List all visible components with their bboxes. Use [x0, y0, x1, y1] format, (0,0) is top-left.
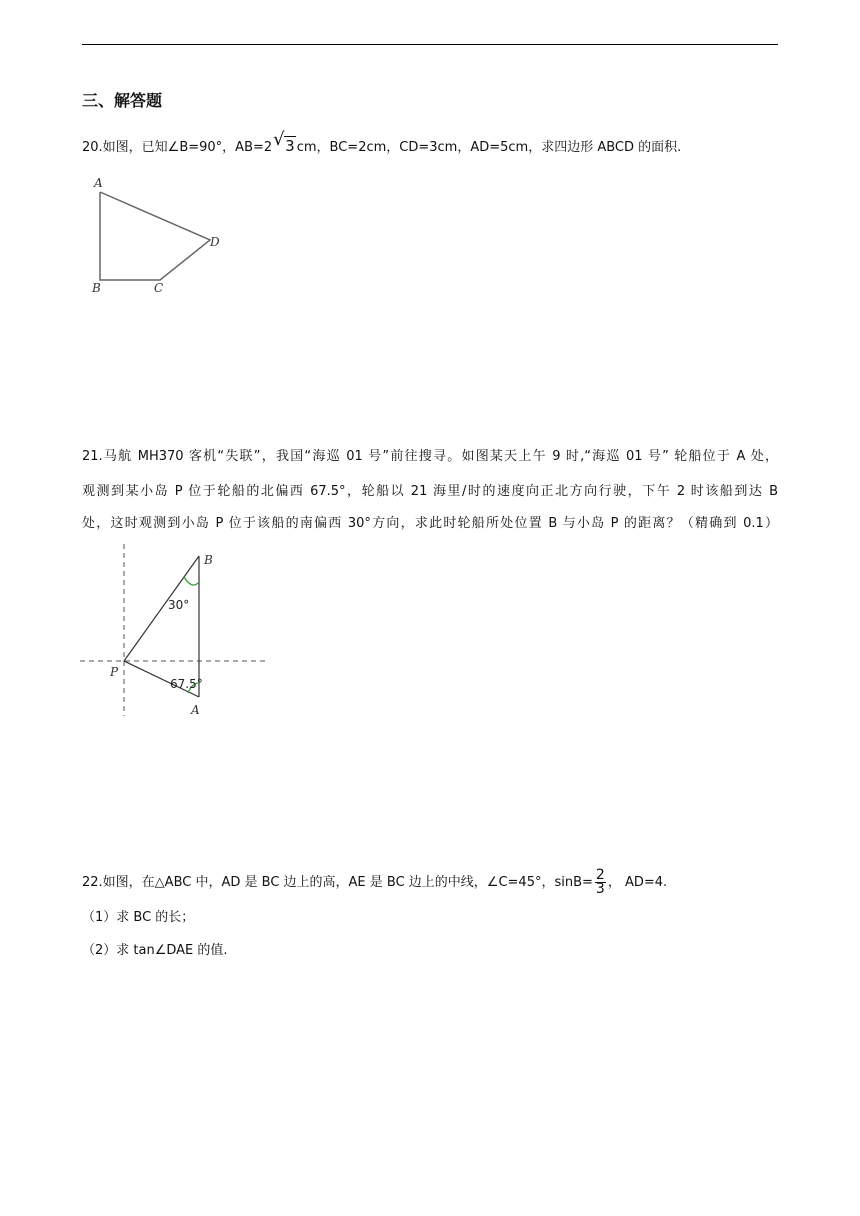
question-22-part-1: （1）求 BC 的长；	[82, 910, 195, 925]
sqrt-expression	[273, 129, 296, 158]
question-22-part-2: （2）求 tan∠DAE 的值.	[82, 943, 228, 958]
label-a: A	[94, 176, 103, 190]
q22-text-before-fraction: 22.如图，在△ABC 中，AD 是 BC 边上的高，AE 是 BC 边上的中线，∠C=45°，sinB=	[82, 875, 593, 890]
question-21-line-1: 21.马航 MH370 客机“失联”，我国“海巡 01 号”前往搜寻。如图某天上午 9 时,“海巡 01 号” 轮船位于 A 处，	[82, 449, 778, 464]
quadrilateral-outline	[100, 192, 210, 280]
radical-sign: √	[273, 129, 285, 150]
q20-text-before-sqrt: 20.如图，已知∠B=90°，AB=2	[82, 140, 273, 155]
q20-text-after-sqrt: cm，BC=2cm，CD=3cm，AD=5cm，求四边形 ABCD 的面积.	[296, 140, 682, 155]
question-22-text	[82, 869, 667, 896]
angle-label-67-5: 67.5°	[170, 677, 203, 691]
question-21-line-2: 观测到某小岛 P 位于轮船的北偏西 67.5°，轮船以 21 海里/时的速度向正北方向行驶，下午 2 时该船到达 B	[82, 484, 778, 499]
header-rule	[82, 44, 778, 45]
label-b: B	[204, 553, 213, 567]
label-a: A	[191, 703, 200, 717]
fraction-two-thirds	[595, 869, 606, 896]
fraction-numerator: 2	[595, 867, 605, 883]
figure-quadrilateral-abcd	[88, 174, 228, 298]
label-p: P	[110, 665, 119, 679]
q22-text-after-fraction: ， AD=4.	[607, 875, 668, 890]
angle-arc-b	[184, 577, 199, 585]
section-title: 三、解答题	[82, 91, 163, 110]
label-d: D	[210, 235, 220, 249]
question-21-line-3: 处，这时观测到小岛 P 位于该船的南偏西 30°方向，求此时轮船所处位置 B 与小岛 P 的距离？（精确到 0.1）	[82, 516, 778, 531]
sqrt-radicand: 3	[285, 137, 295, 155]
angle-label-30: 30°	[168, 598, 190, 612]
fraction-denominator: 3	[595, 881, 605, 897]
figure-navigation-triangle	[78, 542, 272, 722]
label-c: C	[154, 281, 164, 295]
label-b: B	[92, 281, 101, 295]
question-20-text	[82, 129, 682, 158]
